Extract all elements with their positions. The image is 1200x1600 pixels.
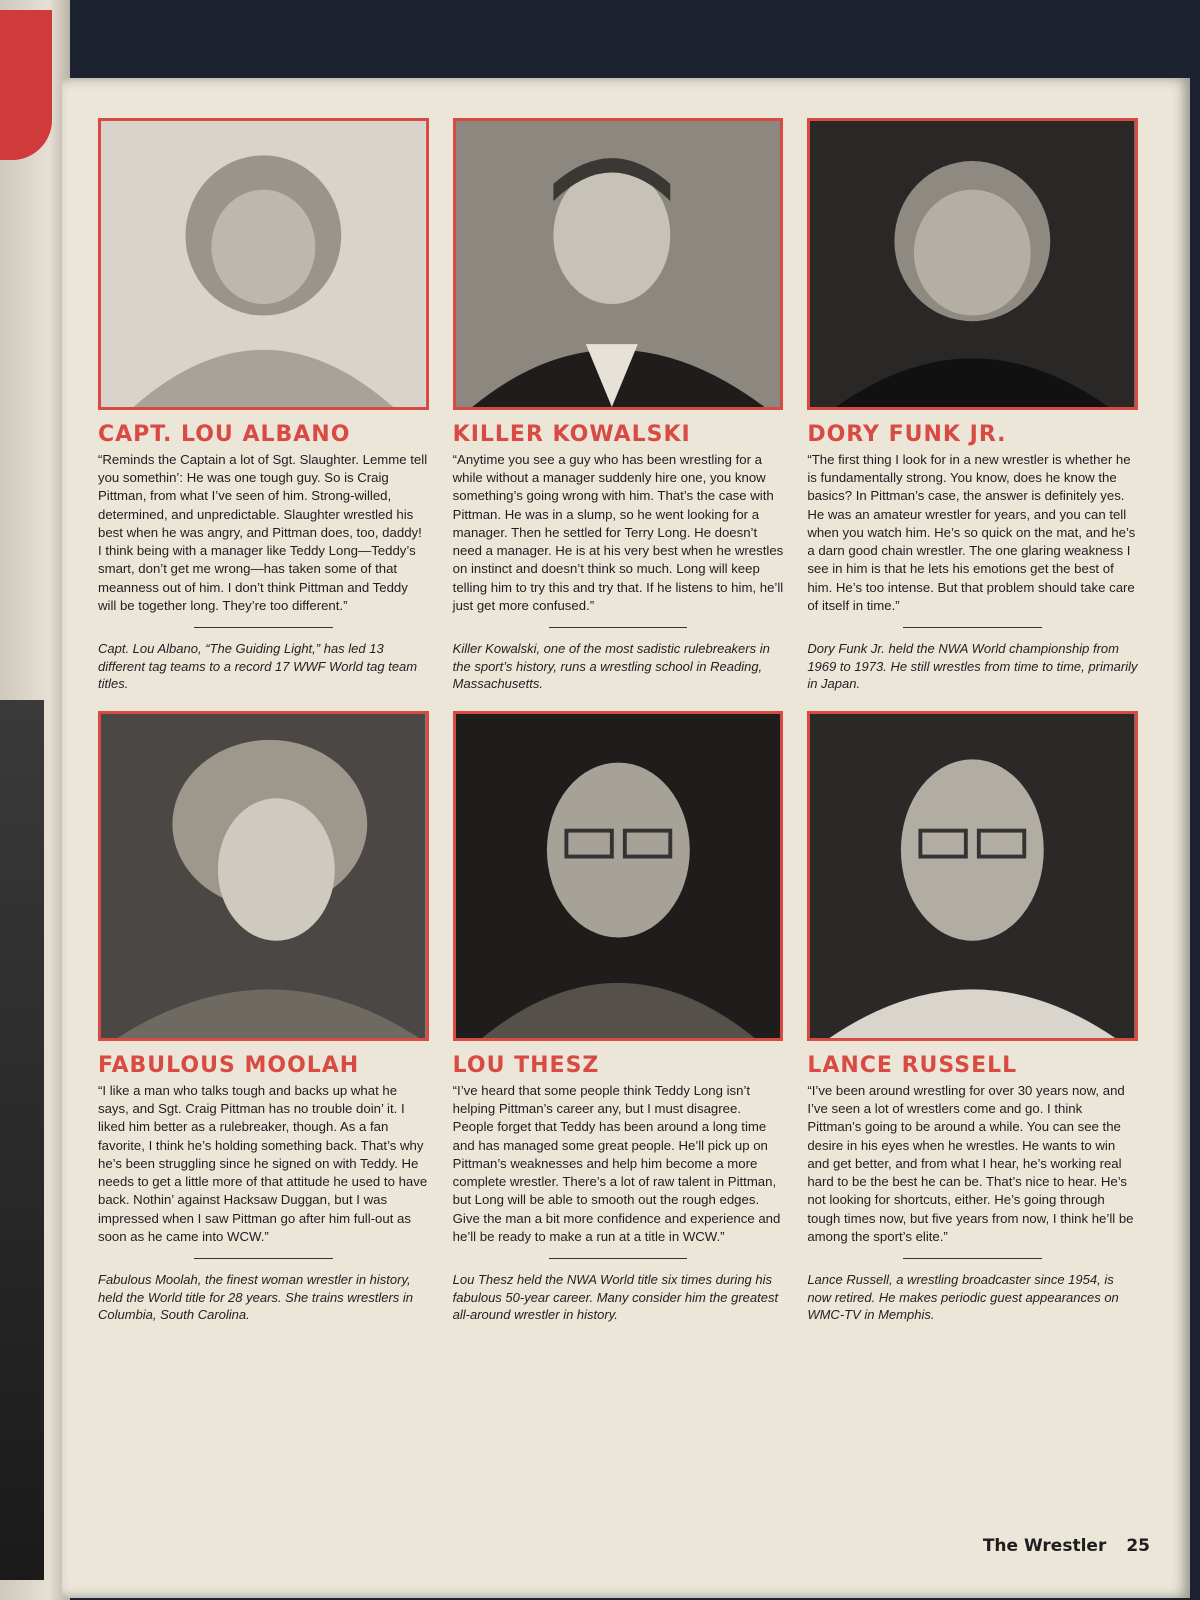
profile-name: LANCE RUSSELL	[807, 1052, 1018, 1078]
profile-name: FABULOUS MOOLAH	[98, 1052, 360, 1078]
divider	[194, 627, 333, 628]
profiles-grid	[98, 118, 1138, 1324]
profile-quote: “The first thing I look for in a new wrestler is whether he is fundamentally strong. You know, does he know the basics? In Pittman’s case, the answer is definitely yes. He was an amateur wrestler for years, and you can tell when you watch him. He’s so quick on the mat, and he’s a darn good chain wrestler. The one glaring weakness I see in him is that he lets his emotions get the best of him. He’s too intense. But that problem should take care of itself in time.”	[807, 452, 1136, 613]
portrait-photo	[807, 711, 1138, 1041]
profile-card-thesz	[453, 711, 784, 1324]
portrait-placeholder-icon	[810, 714, 1135, 1038]
profile-name: LOU THESZ	[452, 1052, 600, 1078]
profile-quote: “I’ve been around wrestling for over 30 years now, and I’ve seen a lot of wrestlers come and go. I think Pittman’s going to be around a while. You can see the desire in his eyes when he wrestles. He wants to win and get better, and from what I hear, he’s working real hard to be the best he can be. That’s nice to hear. He’s not looking for shortcuts, either. He’s going through tough times now, but five years from now, I think he’ll be among the sport’s elite.”	[807, 1082, 1134, 1244]
portrait-photo	[98, 118, 429, 410]
portrait-placeholder-icon	[456, 121, 781, 407]
portrait-photo	[453, 711, 784, 1041]
portrait-placeholder-icon	[101, 714, 426, 1038]
profile-quote: “I’ve heard that some people think Teddy Long isn’t helping Pittman’s career any, but I must disagree. People forget that Teddy has been around a long time and has managed some great people. He’ll pick up on Pittman’s weaknesses and help him become a more complete wrestler. There’s a lot of raw talent in Pittman, but Long will be able to smooth out the rough edges. Give the man a bit more confidence and experience and he’ll be ready to make a run at a title in WCW.”	[452, 1082, 781, 1244]
red-graphic-fragment	[0, 10, 52, 160]
profile-card-moolah	[98, 711, 429, 1324]
profile-quote: “Anytime you see a guy who has been wrestling for a while without a manager suddenly hire one, you know something’s going wrong with him. That’s the case with Pittman. He was in a slump, so he went looking for a manager. Then he settled for Terry Long. He doesn’t need a manager. He is at his very best when he wrestles on instinct and doesn’t think so much. Long will keep telling him to try this and try that. If he listens to him, he’ll just get more confused.”	[452, 452, 784, 613]
divider	[903, 627, 1042, 628]
profile-name: KILLER KOWALSKI	[452, 422, 691, 447]
magazine-name: The Wrestler	[982, 1536, 1107, 1556]
magazine-page	[62, 78, 1190, 1598]
photo-fragment	[0, 700, 44, 1580]
profile-bio: Dory Funk Jr. held the NWA World championship from 1969 to 1973. He still wrestles from time to time, primarily in Japan.	[807, 640, 1138, 692]
profile-card-albano	[98, 118, 429, 693]
profile-card-funk	[807, 118, 1138, 693]
profile-bio: Killer Kowalski, one of the most sadistic rulebreakers in the sport’s history, runs a wrestling school in Reading, Massachusetts.	[452, 640, 770, 692]
profile-quote: “I like a man who talks tough and backs up what he says, and Sgt. Craig Pittman has no trouble doin’ it. I liked him better as a rulebreaker, though. As a fan favorite, I think he’s holding something back. That’s why he’s been struggling since he signed on with Teddy. He needs to get a little more of that attitude he used to have back. Nothin’ against Hacksaw Duggan, but I was impressed when I saw Pittman go after him full-out as soon as he came into WCW.”	[98, 1082, 428, 1244]
page-number: 25	[1126, 1536, 1150, 1556]
profile-bio: Capt. Lou Albano, “The Guiding Light,” has led 13 different tag teams to a record 17 WWF World tag team titles.	[98, 640, 418, 692]
divider	[549, 627, 688, 628]
profile-name: CAPT. LOU ALBANO	[98, 422, 351, 447]
portrait-placeholder-icon	[456, 714, 781, 1038]
divider	[194, 1258, 333, 1259]
portrait-placeholder-icon	[810, 121, 1135, 407]
profile-name: DORY FUNK JR.	[807, 422, 1007, 447]
portrait-photo	[807, 118, 1138, 410]
facing-page-edge	[0, 0, 70, 1600]
divider	[903, 1258, 1042, 1259]
profile-bio: Fabulous Moolah, the finest woman wrestler in history, held the World title for 28 years. She trains wrestlers in Columbia, South Carolina.	[98, 1271, 414, 1323]
profile-bio: Lou Thesz held the NWA World title six times during his fabulous 50-year career. Many consider him the greatest all-around wrestler in history.	[452, 1271, 779, 1323]
page-footer	[983, 1536, 1150, 1556]
profile-quote: “Reminds the Captain a lot of Sgt. Slaughter. Lemme tell you somethin’: He was one tough guy. So is Craig Pittman, from what I’ve seen of him. Strong-willed, determined, and unpredictable. Slaughter wrestled his best when he was angry, and Pittman does, too, daddy! I think being with a manager like Teddy Long—Teddy’s smart, don’t get me wrong—has taken some of that meanness out of him. I don’t think Pittman and Teddy will be together long. They’re too different.”	[98, 452, 428, 613]
portrait-photo	[98, 711, 429, 1041]
profile-card-russell	[807, 711, 1138, 1324]
profile-bio: Lance Russell, a wrestling broadcaster since 1954, is now retired. He makes periodic guest appearances on WMC-TV in Memphis.	[807, 1271, 1119, 1323]
divider	[549, 1258, 688, 1259]
portrait-placeholder-icon	[101, 121, 426, 407]
portrait-photo	[453, 118, 784, 410]
profile-card-kowalski	[453, 118, 784, 693]
